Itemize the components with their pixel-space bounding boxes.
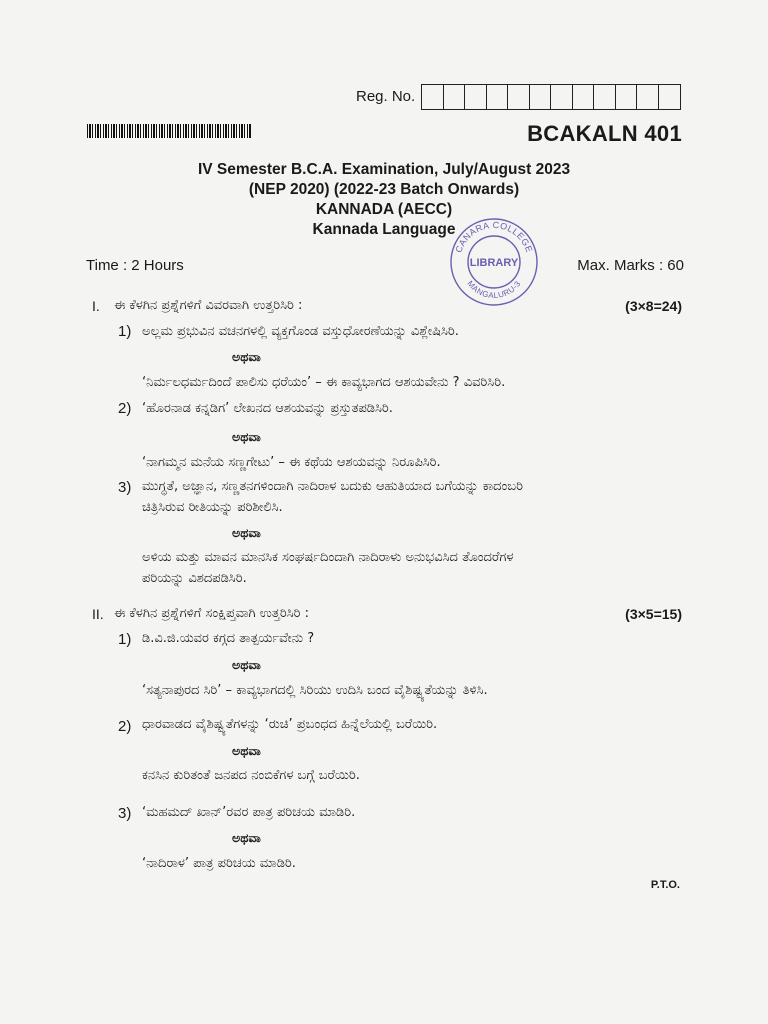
question-number: 1) [118, 631, 132, 648]
section-2-instruction: ಈ ಕೆಳಗಿನ ಪ್ರಶ್ನೆಗಳಿಗೆ ಸಂಕ್ಷಿಪ್ತವಾಗಿ ಉತ್ತರಿಸಿರಿ : [114, 606, 309, 621]
exam-subject: KANNADA (AECC) [315, 201, 453, 218]
question-text: ಅಲ್ಲಮ ಪ್ರಭುವಿನ ವಚನಗಳಲ್ಲಿ ವ್ಯಕ್ತಗೊಂಡ ವಸ್ತುಧೋರಣೆಯನ್ನು ವಿಶ್ಲೇಷಿಸಿರಿ. [142, 324, 459, 339]
stamp-bottom-text: MANGALURU-3 [465, 279, 523, 301]
reg-box [659, 85, 681, 109]
reg-box [637, 85, 659, 109]
or-label: ಅಥವಾ [232, 657, 261, 672]
or-label: ಅಥವಾ [232, 743, 261, 758]
reg-box [487, 85, 509, 109]
question-alt-text: ಅಳಿಯ ಮತ್ತು ಮಾವನ ಮಾನಸಿಕ ಸಂಘರ್ಷದಿಂದಾಗಿ ನಾದಿರಾಳು ಅನುಭವಿಸಿದ ತೊಂದರೆಗಳ [142, 550, 514, 565]
question-text: ಡಿ.ವಿ.ಜಿ.ಯವರ ಕಗ್ಗದ ತಾತ್ಪರ್ಯವೇನು ? [142, 631, 315, 646]
section-1-marks: (3×8=24) [625, 298, 682, 314]
question-alt-text: ಕನಸಿನ ಕುರಿತಂತೆ ಜನಪದ ನಂಬಿಕೆಗಳ ಬಗ್ಗೆ ಬರೆಯಿರಿ. [142, 768, 360, 783]
section-1-instruction: ಈ ಕೆಳಗಿನ ಪ್ರಶ್ನೆಗಳಿಗೆ ವಿವರವಾಗಿ ಉತ್ತರಿಸಿರಿ : [114, 298, 303, 313]
question-alt-text: ‘ಸತ್ಯನಾಪುರದ ಸಿರಿ’ – ಕಾವ್ಯಭಾಗದಲ್ಲಿ ಸಿರಿಯು ಉದಿಸಿ ಬಂದ ವೈಶಿಷ್ಟ್ಯತೆಯನ್ನು ತಿಳಿಸಿ. [142, 683, 488, 698]
exam-scheme: (NEP 2020) (2022-23 Batch Onwards) [248, 181, 520, 198]
section-2-number: II. [92, 606, 104, 622]
reg-box [422, 85, 444, 109]
question-text: ಮುಗ್ಧತೆ, ಅಜ್ಞಾನ, ಸಣ್ಣತನಗಳಿಂದಾಗಿ ನಾದಿರಾಳ ಬದುಕು ಆಹುತಿಯಾದ ಬಗೆಯನ್ನು ಕಾದಂಬರಿ [142, 479, 523, 494]
question-alt-text: ‘ನಾಗಮ್ಮನ ಮನೆಯ ಸಣ್ಣಗೇಟು’ – ಈ ಕಥೆಯ ಆಶಯವನ್ನು ನಿರೂಪಿಸಿರಿ. [142, 455, 441, 470]
or-label: ಅಥವಾ [232, 349, 261, 364]
paper-code: BCAKALN 401 [527, 121, 682, 146]
question-number: 3) [118, 479, 132, 496]
time-duration: Time : 2 Hours [86, 257, 184, 274]
question-text: ಧಾರವಾಡದ ವೈಶಿಷ್ಟ್ಯತೆಗಳನ್ನು ‘ರುಚಿ’ ಪ್ರಬಂಧದ ಹಿನ್ನೆಲೆಯಲ್ಲಿ ಬರೆಯಿರಿ. [142, 717, 438, 732]
question-number: 1) [118, 323, 132, 340]
or-label: ಅಥವಾ [232, 429, 261, 444]
reg-box [444, 85, 466, 109]
max-marks: Max. Marks : 60 [577, 257, 684, 274]
exam-paper: Kannada Language [312, 221, 456, 238]
stamp-center-text: LIBRARY [469, 257, 519, 269]
question-text-continued: ಚಿತ್ರಿಸಿರುವ ರೀತಿಯನ್ನು ಪರಿಶೀಲಿಸಿ. [142, 500, 283, 515]
svg-text:MANGALURU-3 [465, 279, 522, 300]
reg-box [508, 85, 530, 109]
section-1-number: I. [92, 298, 100, 314]
reg-no-boxes [421, 84, 681, 110]
question-number: 3) [118, 805, 132, 822]
question-number: 2) [118, 400, 132, 417]
page-turn-over: P.T.O. [650, 879, 680, 891]
library-stamp [448, 216, 540, 308]
question-alt-text: ‘ನಾದಿರಾಳ’ ಪಾತ್ರ ಪರಿಚಯ ಮಾಡಿರಿ. [142, 856, 296, 871]
question-alt-text: ‘ನಿರ್ಮಲಧರ್ಮದಿಂದೆ ಪಾಲಿಸು ಧರೆಯಂ’ – ಈ ಕಾವ್ಯಭಾಗದ ಆಶಯವೇನು ? ವಿವರಿಸಿರಿ. [142, 375, 506, 390]
svg-text:CANARA COLLEGE [453, 220, 534, 254]
or-label: ಅಥವಾ [232, 830, 261, 845]
reg-box [616, 85, 638, 109]
or-label: ಅಥವಾ [232, 525, 261, 540]
barcode [87, 124, 252, 138]
reg-no-label: Reg. No. [356, 88, 416, 105]
reg-box [573, 85, 595, 109]
question-text: ‘ಮಹಮದ್ ಖಾನ್’ರವರ ಪಾತ್ರ ಪರಿಚಯ ಮಾಡಿರಿ. [142, 805, 356, 820]
exam-title: IV Semester B.C.A. Examination, July/August 2023 [197, 161, 571, 178]
reg-box [594, 85, 616, 109]
reg-box [530, 85, 552, 109]
stamp-top-text: CANARA COLLEGE [453, 219, 535, 254]
question-text: ‘ಹೊರನಾಡ ಕನ್ನಡಿಗ’ ಲೇಖನದ ಆಶಯವನ್ನು ಪ್ರಸ್ತುತಪಡಿಸಿರಿ. [142, 401, 393, 416]
question-number: 2) [118, 718, 132, 735]
section-2-marks: (3×5=15) [625, 606, 682, 622]
question-alt-text-continued: ಪರಿಯನ್ನು ವಿಶದಪಡಿಸಿರಿ. [142, 571, 247, 586]
reg-box [465, 85, 487, 109]
reg-box [551, 85, 573, 109]
